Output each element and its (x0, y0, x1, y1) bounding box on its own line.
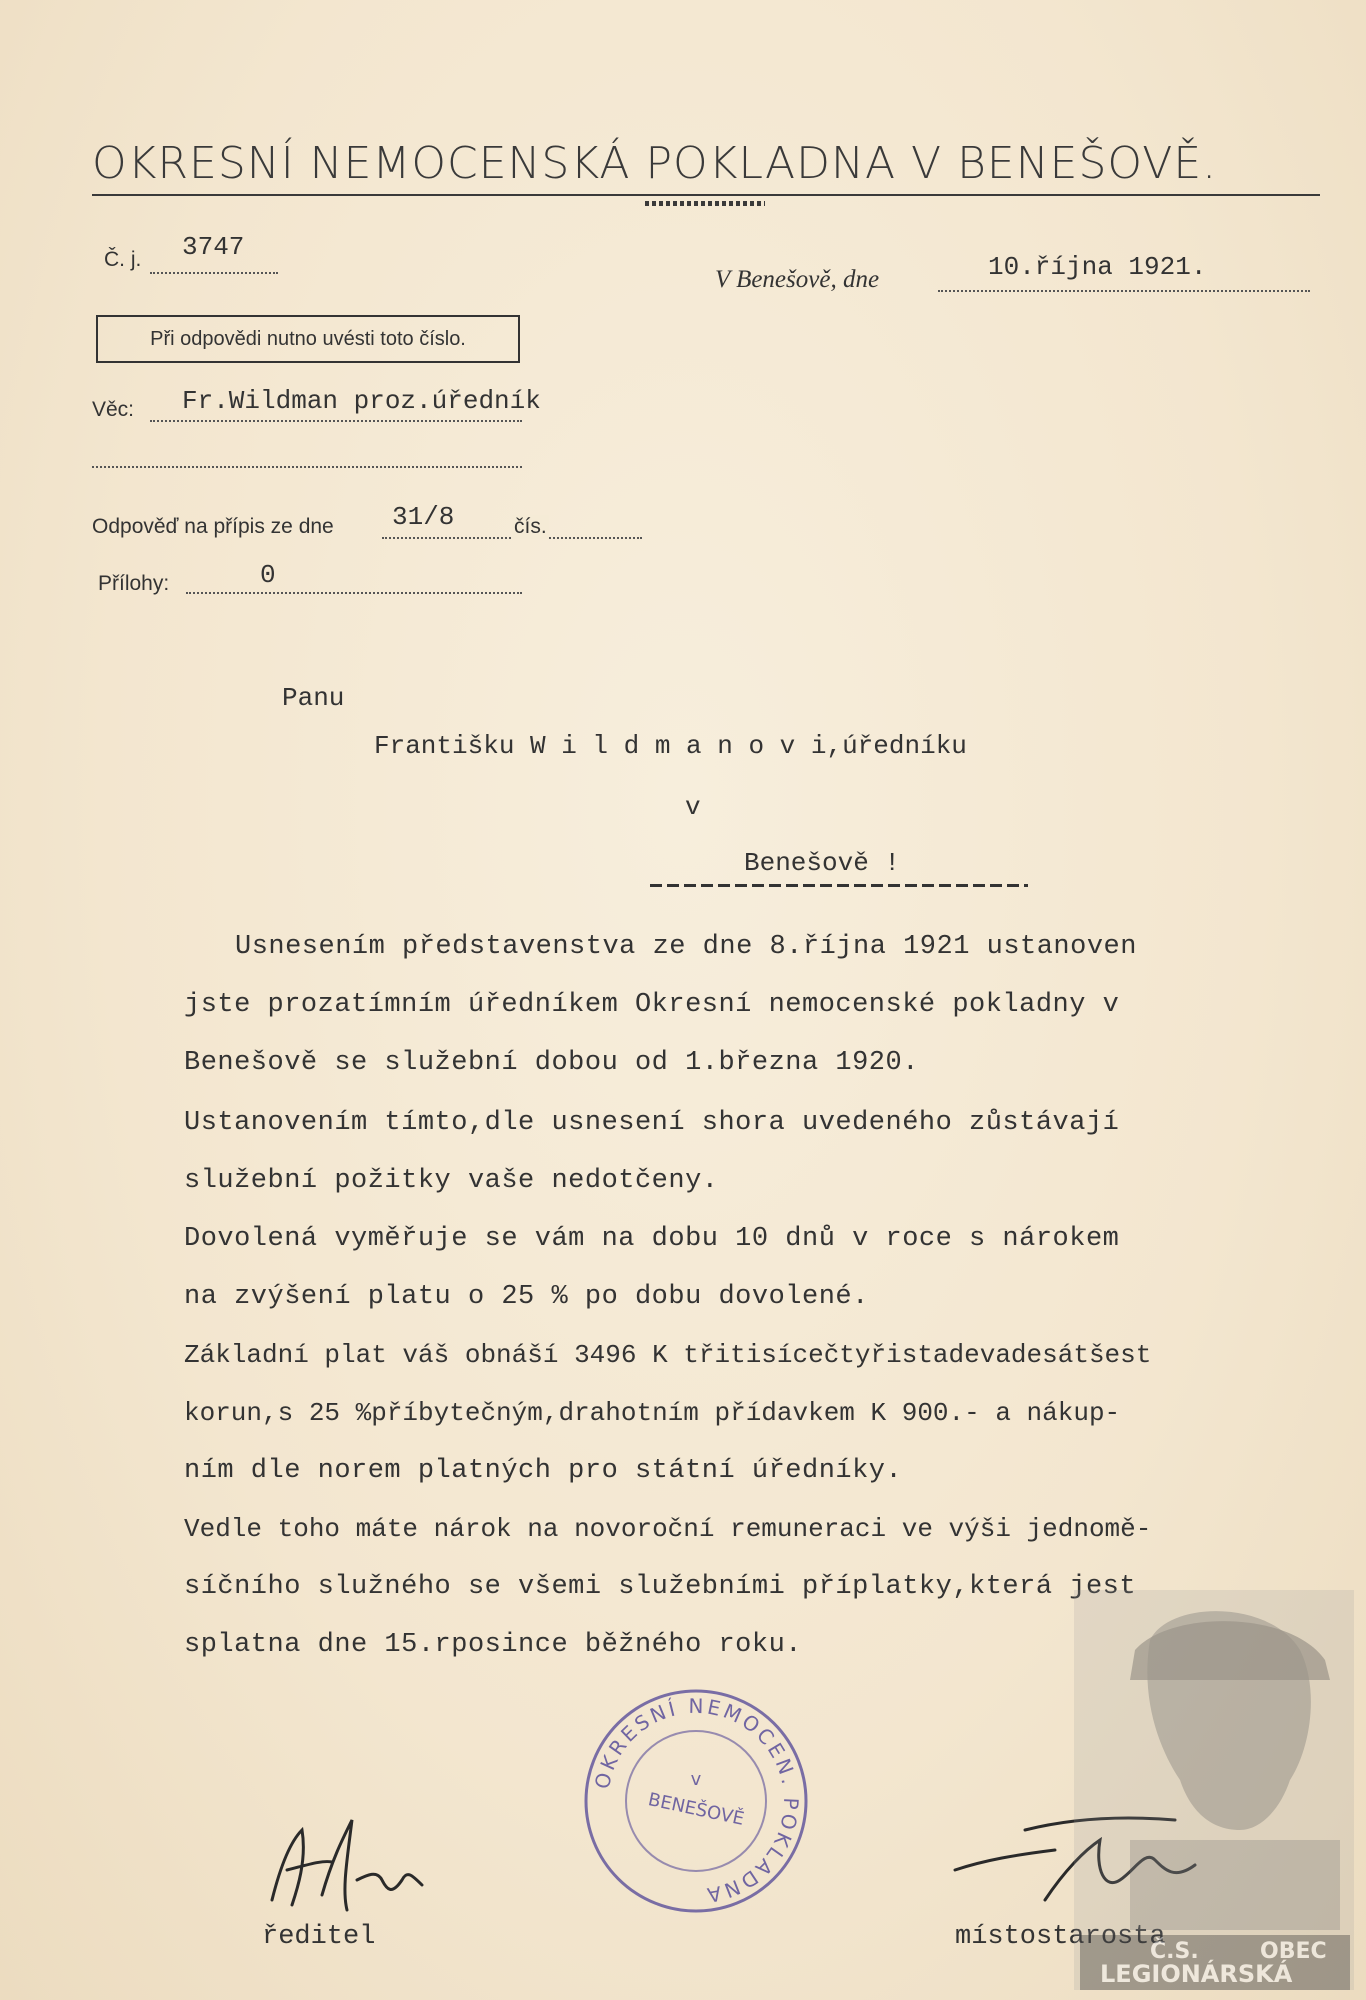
date-label: V Benešově, dne (715, 266, 880, 293)
date-value: 10.října 1921. (988, 252, 1207, 282)
body-line: na zvýšení platu o 25 % po dobu dovolené. (184, 1282, 869, 1312)
body-line: ním dle norem platných pro státní úředníky. (184, 1456, 903, 1486)
director-caption: ředitel (262, 1922, 376, 1952)
reply-label: Odpověď na přípis ze dne (92, 515, 334, 538)
addressee-underline (650, 884, 1028, 887)
cj-value: 3747 (182, 232, 245, 262)
body-line: Dovolená vyměřuje se vám na dobu 10 dnů v roce s nárokem (184, 1224, 1120, 1254)
watermark-line1: Č.S. (1150, 1939, 1199, 1964)
reply-notice-box (96, 315, 520, 363)
vec-dotline (150, 420, 522, 422)
watermark-line3: LEGIONÁRSKÁ (1100, 1960, 1293, 1988)
body-line: Vedle toho máte nárok na novoroční remuneraci ve výši jednomě- (184, 1514, 1152, 1544)
attachments-dotline (186, 592, 522, 594)
vec-value: Fr.Wildman proz.úředník (182, 386, 541, 416)
body-line: splatna dne 15.rposince běžného roku. (184, 1630, 802, 1660)
letterhead-rule (92, 194, 1320, 196)
attachments-label: Přílohy: (98, 572, 170, 595)
deputy-chairman-caption: místostarosta (955, 1922, 1166, 1952)
cj-label: Č. j. (104, 248, 142, 271)
body-line: Usnesením představenstva ze dne 8.října 1921 ustanoven (235, 932, 1137, 962)
vec-second-dotline (92, 466, 522, 468)
reply-cis-label: čís. (514, 515, 547, 538)
date-dotline (938, 290, 1310, 292)
body-line: síčního služného se všemi služebními příplatky,která jest (184, 1572, 1137, 1602)
addressee-place: Benešově ! (744, 848, 901, 878)
addressee-salutation: Panu (282, 683, 345, 713)
body-line: Ustanovením tímto,dle usnesení shora uvedeného zůstávají (184, 1108, 1120, 1138)
body-line: Základní plat váš obnáší 3496 K třitisícečtyřistadevadesátšest (184, 1340, 1152, 1370)
body-line: korun,s 25 %příbytečným,drahotním přídavkem K 900.- a nákup- (184, 1398, 1121, 1428)
stamp-inner-v: v (690, 1769, 702, 1790)
legion-watermark-logo (1040, 1580, 1366, 2000)
body-line: služební požitky vaše nedotčeny. (184, 1166, 719, 1196)
attachments-value: 0 (260, 560, 276, 590)
addressee-name: Františku W i l d m a n o v i,úředníku (374, 731, 967, 761)
official-stamp (580, 1685, 812, 1917)
vec-label: Věc: (92, 398, 135, 421)
body-line: Benešově se služební dobou od 1.března 1920. (184, 1048, 919, 1078)
letterhead-title: OKRESNÍ NEMOCENSKÁ POKLADNA V BENEŠOVĚ. (92, 138, 1218, 189)
watermark-line2: OBEC (1260, 1939, 1327, 1964)
body-line: jste prozatímním úředníkem Okresní nemocenské pokladny v (184, 990, 1120, 1020)
cj-dotline (150, 272, 278, 274)
stamp-inner-place: BENEŠOVĚ (646, 1789, 746, 1830)
director-signature (262, 1800, 442, 1920)
stamp-outer-text: OKRESNÍ NEMOCEN. POKLADNA (589, 1693, 804, 1908)
letterhead-ornament (645, 201, 765, 206)
reply-value: 31/8 (392, 502, 455, 532)
addressee-preposition: v (685, 792, 701, 822)
reply-notice-text: Při odpovědi nutno uvésti toto číslo. (150, 327, 466, 350)
